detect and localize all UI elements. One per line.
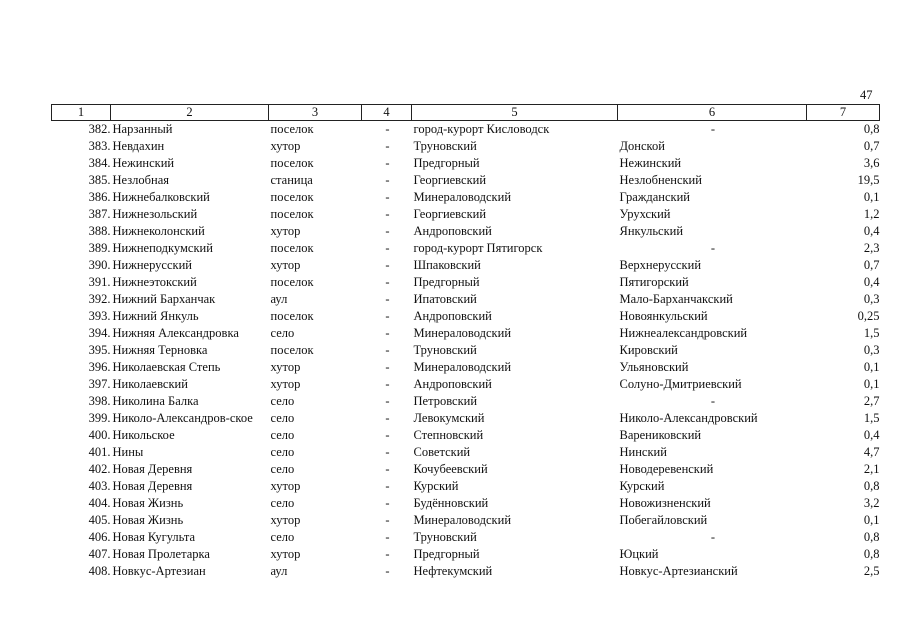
row-number: 407. bbox=[88, 547, 111, 561]
settlement-name: Николаевский bbox=[112, 377, 188, 391]
row-number: 396. bbox=[88, 360, 111, 374]
area-value: 0,8 bbox=[863, 479, 880, 493]
settlement-name: Нижний Барханчак bbox=[112, 292, 216, 306]
area-value: 0,1 bbox=[863, 377, 880, 391]
district-name: Андроповский bbox=[413, 377, 492, 391]
district-name: Георгиевский bbox=[413, 173, 487, 187]
area-value: 3,6 bbox=[863, 156, 880, 170]
settlement-type: поселок bbox=[270, 343, 314, 357]
council-name: Новожизненский bbox=[619, 496, 711, 510]
row-number: 402. bbox=[88, 462, 111, 476]
settlement-name: Нарзанный bbox=[112, 122, 173, 136]
district-name: Минераловодский bbox=[413, 326, 512, 340]
district-name: Петровский bbox=[413, 394, 478, 408]
area-value: 2,1 bbox=[863, 462, 880, 476]
settlement-name: Новая Деревня bbox=[112, 479, 193, 493]
table-row bbox=[52, 274, 880, 291]
row-number: 391. bbox=[88, 275, 111, 289]
table-row bbox=[52, 478, 880, 495]
council-name: Курский bbox=[619, 479, 665, 493]
settlements-table bbox=[51, 104, 880, 580]
settlement-type: хутор bbox=[270, 547, 301, 561]
settlement-name: Нижнеэтокский bbox=[112, 275, 197, 289]
column-4-value: - bbox=[385, 377, 390, 391]
council-name: Нижнеалександровский bbox=[619, 326, 748, 340]
column-4-value: - bbox=[385, 394, 390, 408]
row-number: 397. bbox=[88, 377, 111, 391]
district-name: Степновский bbox=[413, 428, 484, 442]
table-row bbox=[52, 308, 880, 325]
table-row bbox=[52, 563, 880, 580]
district-name: Труновский bbox=[413, 530, 477, 544]
row-number: 403. bbox=[88, 479, 111, 493]
settlement-type: поселок bbox=[270, 207, 314, 221]
table-row bbox=[52, 206, 880, 223]
council-name: Урухский bbox=[619, 207, 671, 221]
council-name: - bbox=[710, 122, 716, 136]
table-row bbox=[52, 376, 880, 393]
table-row bbox=[52, 461, 880, 478]
table-row bbox=[52, 529, 880, 546]
row-number: 406. bbox=[88, 530, 111, 544]
row-number: 387. bbox=[88, 207, 111, 221]
area-value: 3,2 bbox=[863, 496, 880, 510]
settlement-type: село bbox=[270, 530, 295, 544]
table-row bbox=[52, 410, 880, 427]
area-value: 1,5 bbox=[863, 411, 880, 425]
settlement-type: поселок bbox=[270, 241, 314, 255]
column-4-value: - bbox=[385, 241, 390, 255]
table-row bbox=[52, 257, 880, 274]
column-4-value: - bbox=[385, 462, 390, 476]
settlement-name: Никольское bbox=[112, 428, 175, 442]
council-name: Николо-Александровский bbox=[619, 411, 758, 425]
council-name: Донской bbox=[619, 139, 665, 153]
settlement-name: Нижнеподкумский bbox=[112, 241, 213, 255]
table-row bbox=[52, 325, 880, 342]
council-name: Мало-Барханчакский bbox=[619, 292, 733, 306]
district-name: Георгиевский bbox=[413, 207, 487, 221]
area-value: 0,8 bbox=[863, 122, 880, 136]
council-name: Новкус-Артезианский bbox=[619, 564, 738, 578]
settlement-name: Незлобная bbox=[112, 173, 170, 187]
column-4-value: - bbox=[385, 411, 390, 425]
row-number: 393. bbox=[88, 309, 111, 323]
settlement-type: село bbox=[270, 394, 295, 408]
council-name: Ульяновский bbox=[619, 360, 689, 374]
area-value: 0,8 bbox=[863, 530, 880, 544]
column-4-value: - bbox=[385, 547, 390, 561]
settlement-name: Николаевская Степь bbox=[112, 360, 221, 374]
column-4-value: - bbox=[385, 428, 390, 442]
column-4-value: - bbox=[385, 207, 390, 221]
column-4-value: - bbox=[385, 479, 390, 493]
column-4-value: - bbox=[385, 343, 390, 357]
settlement-type: село bbox=[270, 411, 295, 425]
district-name: Кочубеевский bbox=[413, 462, 488, 476]
settlement-type: аул bbox=[270, 564, 288, 578]
district-name: Предгорный bbox=[413, 547, 480, 561]
district-name: город-курорт Пятигорск bbox=[413, 241, 543, 255]
table-row bbox=[52, 223, 880, 240]
area-value: 2,7 bbox=[863, 394, 880, 408]
column-4-value: - bbox=[385, 190, 390, 204]
settlement-type: село bbox=[270, 496, 295, 510]
row-number: 389. bbox=[88, 241, 111, 255]
settlement-name: Новая Кугульта bbox=[112, 530, 196, 544]
column-4-value: - bbox=[385, 292, 390, 306]
settlement-type: село bbox=[270, 326, 295, 340]
council-name: Верхнерусский bbox=[619, 258, 702, 272]
column-4-value: - bbox=[385, 122, 390, 136]
settlement-name: Нижнезольский bbox=[112, 207, 198, 221]
row-number: 388. bbox=[88, 224, 111, 238]
settlement-name: Нижний Янкуль bbox=[112, 309, 199, 323]
area-value: 0,7 bbox=[863, 258, 880, 272]
table-row bbox=[52, 546, 880, 563]
row-number: 390. bbox=[88, 258, 111, 272]
district-name: Андроповский bbox=[413, 309, 492, 323]
column-header-7: 7 bbox=[807, 105, 880, 121]
column-header-3: 3 bbox=[269, 105, 362, 121]
table-row bbox=[52, 138, 880, 155]
table-row bbox=[52, 342, 880, 359]
settlement-type: хутор bbox=[270, 377, 301, 391]
settlement-type: хутор bbox=[270, 258, 301, 272]
council-name: Варениковский bbox=[619, 428, 702, 442]
area-value: 0,1 bbox=[863, 513, 880, 527]
table-row bbox=[52, 240, 880, 257]
settlement-name: Нижняя Терновка bbox=[112, 343, 208, 357]
district-name: Курский bbox=[413, 479, 459, 493]
table-row bbox=[52, 155, 880, 172]
row-number: 386. bbox=[88, 190, 111, 204]
council-name: Нинский bbox=[619, 445, 667, 459]
settlement-name: Николо-Александров-ское bbox=[112, 411, 253, 425]
council-name: Новодеревенский bbox=[619, 462, 714, 476]
row-number: 404. bbox=[88, 496, 111, 510]
area-value: 0,1 bbox=[863, 360, 880, 374]
settlement-name: Новая Жизнь bbox=[112, 496, 184, 510]
area-value: 1,2 bbox=[863, 207, 880, 221]
settlement-name: Нижняя Александровка bbox=[112, 326, 239, 340]
settlement-type: аул bbox=[270, 292, 288, 306]
council-name: Солуно-Дмитриевский bbox=[619, 377, 742, 391]
council-name: - bbox=[710, 241, 716, 255]
council-name: - bbox=[710, 394, 716, 408]
settlement-name: Новая Пролетарка bbox=[112, 547, 210, 561]
column-4-value: - bbox=[385, 258, 390, 272]
column-4-value: - bbox=[385, 326, 390, 340]
header-row bbox=[52, 105, 880, 121]
council-name: Новоянкульский bbox=[619, 309, 708, 323]
row-number: 394. bbox=[88, 326, 111, 340]
settlement-name: Нежинский bbox=[112, 156, 175, 170]
table-row bbox=[52, 291, 880, 308]
table-row bbox=[52, 359, 880, 376]
column-4-value: - bbox=[385, 530, 390, 544]
column-4-value: - bbox=[385, 360, 390, 374]
council-name: Пятигорский bbox=[619, 275, 689, 289]
council-name: - bbox=[710, 530, 716, 544]
council-name: Гражданский bbox=[619, 190, 690, 204]
column-header-1: 1 bbox=[52, 105, 111, 121]
district-name: Минераловодский bbox=[413, 513, 512, 527]
row-number: 382. bbox=[88, 122, 111, 136]
table-row bbox=[52, 189, 880, 206]
council-name: Янкульский bbox=[619, 224, 684, 238]
column-4-value: - bbox=[385, 564, 390, 578]
column-header-2: 2 bbox=[111, 105, 269, 121]
row-number: 383. bbox=[88, 139, 111, 153]
column-4-value: - bbox=[385, 139, 390, 153]
column-4-value: - bbox=[385, 224, 390, 238]
area-value: 1,5 bbox=[863, 326, 880, 340]
settlement-type: хутор bbox=[270, 224, 301, 238]
settlement-type: село bbox=[270, 445, 295, 459]
settlement-type: село bbox=[270, 428, 295, 442]
area-value: 4,7 bbox=[863, 445, 880, 459]
district-name: Предгорный bbox=[413, 275, 480, 289]
settlement-type: хутор bbox=[270, 139, 301, 153]
table-row bbox=[52, 393, 880, 410]
table-row bbox=[52, 495, 880, 512]
settlement-name: Нижнерусский bbox=[112, 258, 192, 272]
settlement-name: Нины bbox=[112, 445, 144, 459]
area-value: 0,3 bbox=[863, 292, 880, 306]
district-name: Левокумский bbox=[413, 411, 485, 425]
district-name: Андроповский bbox=[413, 224, 492, 238]
council-name: Юцкий bbox=[619, 547, 659, 561]
council-name: Нежинский bbox=[619, 156, 682, 170]
row-number: 408. bbox=[88, 564, 111, 578]
district-name: Советский bbox=[413, 445, 471, 459]
settlement-name: Нижнеколонский bbox=[112, 224, 205, 238]
column-4-value: - bbox=[385, 496, 390, 510]
column-4-value: - bbox=[385, 309, 390, 323]
council-name: Кировский bbox=[619, 343, 678, 357]
district-name: Предгорный bbox=[413, 156, 480, 170]
area-value: 0,4 bbox=[863, 275, 880, 289]
column-4-value: - bbox=[385, 445, 390, 459]
table-row bbox=[52, 512, 880, 529]
area-value: 0,3 bbox=[863, 343, 880, 357]
row-number: 398. bbox=[88, 394, 111, 408]
column-4-value: - bbox=[385, 173, 390, 187]
column-header-6: 6 bbox=[618, 105, 807, 121]
settlement-type: поселок bbox=[270, 190, 314, 204]
settlement-type: хутор bbox=[270, 360, 301, 374]
district-name: Минераловодский bbox=[413, 190, 512, 204]
settlement-type: хутор bbox=[270, 513, 301, 527]
table-row bbox=[52, 121, 880, 139]
settlement-type: хутор bbox=[270, 479, 301, 493]
area-value: 0,4 bbox=[863, 428, 880, 442]
district-name: Шпаковский bbox=[413, 258, 481, 272]
settlement-type: поселок bbox=[270, 122, 314, 136]
table-row bbox=[52, 172, 880, 189]
row-number: 395. bbox=[88, 343, 111, 357]
column-4-value: - bbox=[385, 156, 390, 170]
column-header-4: 4 bbox=[362, 105, 412, 121]
settlement-name: Новая Деревня bbox=[112, 462, 193, 476]
table-row bbox=[52, 444, 880, 461]
settlement-type: станица bbox=[270, 173, 313, 187]
area-value: 0,7 bbox=[863, 139, 880, 153]
settlement-name: Нижнебалковский bbox=[112, 190, 210, 204]
district-name: Нефтекумский bbox=[413, 564, 493, 578]
column-4-value: - bbox=[385, 513, 390, 527]
settlement-type: поселок bbox=[270, 309, 314, 323]
area-value: 0,1 bbox=[863, 190, 880, 204]
row-number: 405. bbox=[88, 513, 111, 527]
council-name: Незлобненский bbox=[619, 173, 702, 187]
page-number: 47 bbox=[860, 88, 873, 102]
row-number: 399. bbox=[88, 411, 111, 425]
column-4-value: - bbox=[385, 275, 390, 289]
district-name: Труновский bbox=[413, 343, 477, 357]
table-row bbox=[52, 427, 880, 444]
row-number: 401. bbox=[88, 445, 111, 459]
row-number: 384. bbox=[88, 156, 111, 170]
district-name: Минераловодский bbox=[413, 360, 512, 374]
area-value: 2,5 bbox=[863, 564, 880, 578]
council-name: Побегайловский bbox=[619, 513, 708, 527]
row-number: 400. bbox=[88, 428, 111, 442]
settlement-type: село bbox=[270, 462, 295, 476]
settlement-name: Новая Жизнь bbox=[112, 513, 184, 527]
row-number: 392. bbox=[88, 292, 111, 306]
area-value: 2,3 bbox=[863, 241, 880, 255]
district-name: город-курорт Кисловодск bbox=[413, 122, 550, 136]
row-number: 385. bbox=[88, 173, 111, 187]
settlement-name: Невдахин bbox=[112, 139, 165, 153]
area-value: 0,4 bbox=[863, 224, 880, 238]
settlement-name: Новкус-Артезиан bbox=[112, 564, 206, 578]
area-value: 19,5 bbox=[857, 173, 880, 187]
area-value: 0,25 bbox=[857, 309, 880, 323]
settlement-type: поселок bbox=[270, 156, 314, 170]
settlement-type: поселок bbox=[270, 275, 314, 289]
district-name: Труновский bbox=[413, 139, 477, 153]
district-name: Будённовский bbox=[413, 496, 489, 510]
settlement-name: Николина Балка bbox=[112, 394, 199, 408]
column-header-5: 5 bbox=[412, 105, 618, 121]
area-value: 0,8 bbox=[863, 547, 880, 561]
district-name: Ипатовский bbox=[413, 292, 477, 306]
